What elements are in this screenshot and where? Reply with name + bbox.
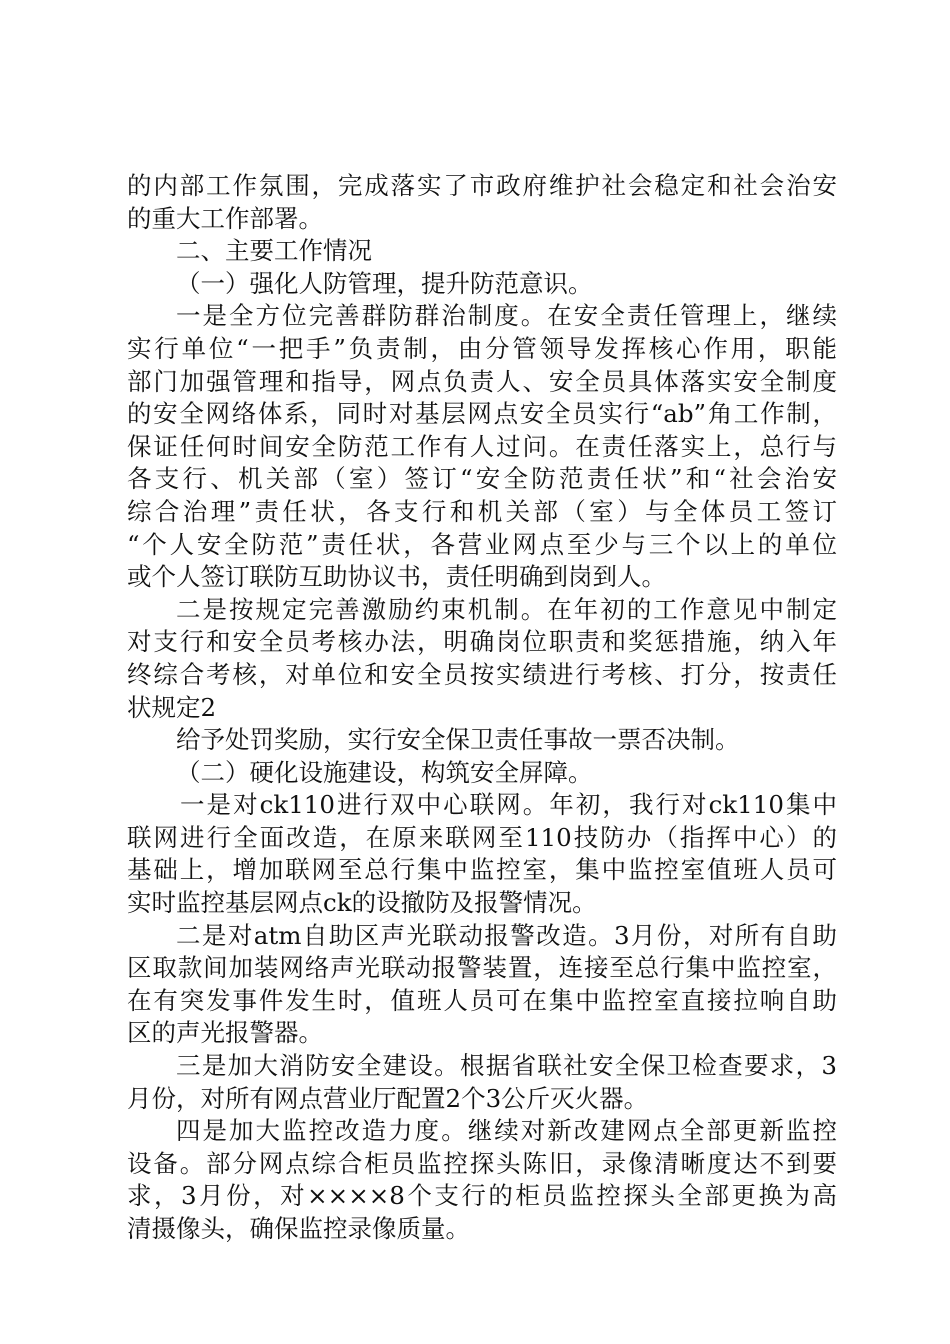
text-line: 求，3月份，对××××8个支行的柜员监控探头全部更换为高 [127, 1181, 837, 1211]
text-line: 区取款间加装网络声光联动报警装置，连接至总行集中监控室， [127, 953, 837, 983]
section-heading: 二、主要工作情况 [176, 236, 372, 266]
text-line: 各支行、机关部（室）签订“安全防范责任状”和“社会治安 [127, 464, 837, 494]
text-line: 对支行和安全员考核办法，明确岗位职责和奖惩措施，纳入年 [127, 627, 837, 657]
text-line: 部门加强管理和指导，网点负责人、安全员具体落实安全制度 [127, 366, 837, 396]
text-line: 二是按规定完善激励约束机制。在年初的工作意见中制定 [176, 594, 837, 624]
text-line: 给予处罚奖励，实行安全保卫责任事故一票否决制。 [176, 725, 740, 755]
document-body [127, 170, 837, 1246]
text-line: 的重大工作部署。 [127, 203, 323, 233]
text-line: 实行单位“一把手”负责制，由分管领导发挥核心作用，职能 [127, 333, 837, 363]
text-line: 基础上，增加联网至总行集中监控室，集中监控室值班人员可 [127, 855, 837, 885]
text-line: 一是全方位完善群防群治制度。在安全责任管理上，继续 [176, 301, 837, 331]
text-line: 综合治理”责任状，各支行和机关部（室）与全体员工签订 [127, 496, 837, 526]
text-line: 一是对ck110进行双中心联网。年初，我行对ck110集中 [180, 790, 837, 820]
text-line: 的内部工作氛围，完成落实了市政府维护社会稳定和社会治安 [127, 171, 837, 200]
subsection-heading: （二）硬化设施建设，构筑安全屏障。 [176, 757, 593, 787]
text-line: 的安全网络体系，同时对基层网点安全员实行“ab”角工作制， [127, 399, 837, 429]
text-line: 在有突发事件发生时，值班人员可在集中监控室直接拉响自助 [127, 985, 837, 1015]
text-line: 清摄像头，确保监控录像质量。 [127, 1214, 470, 1243]
text-line: 四是加大监控改造力度。继续对新改建网点全部更新监控 [176, 1116, 837, 1146]
text-line: 联网进行全面改造，在原来联网至110技防办（指挥中心）的 [127, 822, 837, 852]
text-line: 终综合考核，对单位和安全员按实绩进行考核、打分，按责任 [127, 659, 837, 689]
text-line: 实时监控基层网点ck的设撤防及报警情况。 [127, 888, 597, 918]
text-line: 保证任何时间安全防范工作有人过问。在责任落实上，总行与 [127, 431, 837, 461]
text-line: 设备。部分网点综合柜员监控探头陈旧，录像清晰度达不到要 [127, 1148, 837, 1178]
text-line: 或个人签订联防互助协议书，责任明确到岗到人。 [127, 562, 666, 592]
text-line: 二是对atm自助区声光联动报警改造。3月份，对所有自助 [176, 920, 837, 950]
text-line: 三是加大消防安全建设。根据省联社安全保卫检查要求，3 [176, 1051, 837, 1081]
text-line: 月份，对所有网点营业厅配置2个3公斤灭火器。 [127, 1083, 649, 1113]
text-line: “个人安全防范”责任状，各营业网点至少与三个以上的单位 [127, 529, 837, 559]
text-line: 状规定2 [127, 692, 217, 722]
subsection-heading: （一）强化人防管理，提升防范意识。 [176, 268, 593, 298]
text-line: 区的声光报警器。 [127, 1018, 323, 1048]
